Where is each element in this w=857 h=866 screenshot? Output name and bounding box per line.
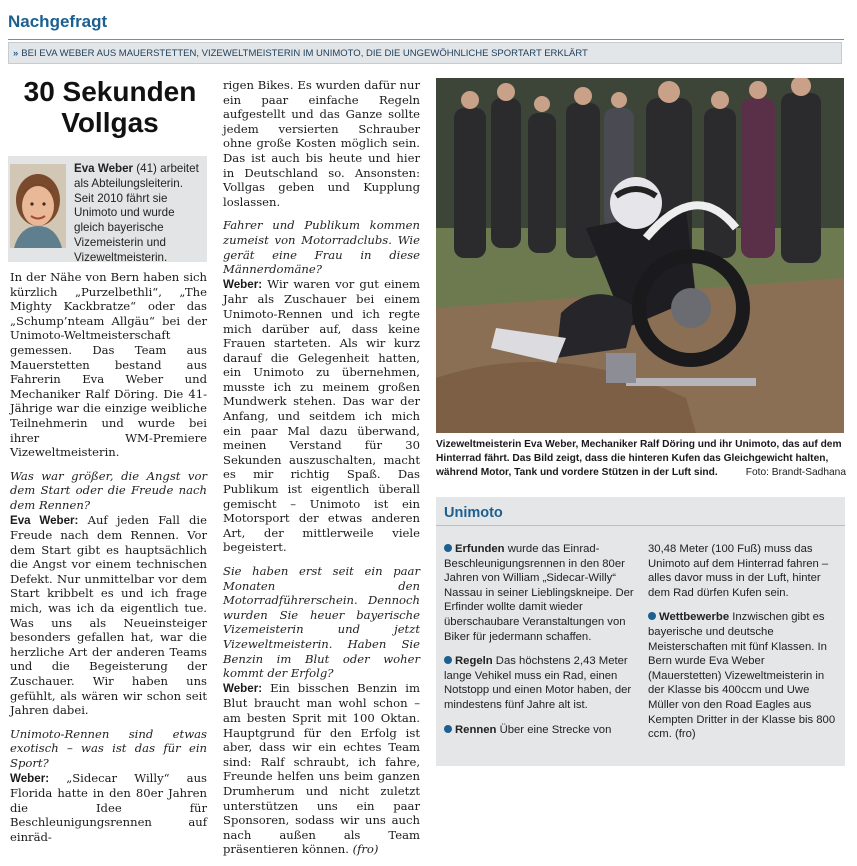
answer-text: Ein bisschen Benzin im Blut braucht man wohl schon – am besten Sprit mit 100 Oktan. Hauptgrund für den Erfolg ist aber, dass wir ein echtes Team sind: Ralf schraubt, ich fahre, Freunde helfen uns beim ganzen Drumherum und nicht zuletzt unterstützen uns ein paar Sponsoren, sodass wir uns auch nach außen als Team präsentieren können. (223, 680, 420, 857)
article-column-2 (223, 78, 420, 866)
headline: 30 Sekunden Vollgas (23, 76, 197, 138)
answer-text: Wir waren vor gut einem Jahr als Zuschauer bei einem Unimoto-Rennen und ich regte mich darüber auf, dass keine Frauen starteten. Als wir kurz darauf die Gelegenheit hatten, ein Unimoto zu übernehmen, musste ich zu meinem großen Mundwerk stehen. Das war der Anfang, und seitdem ich mich ein paar Mal dazu überwand, meinen Verstand für 30 Sekunden auszuschalten, macht es mir richtig Spaß. Das Publikum ist eigentlich überall gemischt – Unimoto ist ein Motorsport der etwas anderen Art, der mittlerweile viele begeistert. (223, 276, 420, 555)
info-text: Das höchstens 2,43 Meter lange Vehikel muss ein Rad, einen Notstopp und einen Motor haben, der mindestens fünf Jahre alt ist. (444, 655, 632, 711)
question: Fahrer und Publikum kommen zumeist von Motorradclubs. Wie gerät eine Frau in diese Männerdomäne? (223, 218, 420, 277)
info-text: Inzwischen gibt es bayerische und deutsche Meisterschaften mit fünf Klassen. In Bern wurde Eva Weber (Mauerstetten) Vizeweltmeisterin in der Klasse bis 400ccm und Uwe Müller von den Road Eagles aus Kempten Dritter in der Klasse bis 800 ccm. (fro) (648, 611, 836, 741)
info-box-title: Unimoto (436, 500, 845, 526)
answer (10, 771, 207, 845)
info-item (444, 654, 639, 712)
info-item (444, 723, 639, 738)
answer (223, 277, 420, 555)
bullet-icon (444, 725, 452, 733)
kicker-banner (8, 42, 842, 64)
speaker-label: Weber: (223, 277, 263, 291)
info-item (648, 610, 838, 741)
bullet-icon (648, 612, 656, 620)
question: Was war größer, die Angst vor dem Start oder die Freude nach dem Rennen? (10, 468, 207, 512)
profile-description: (41) arbeitet als Abteilungsleiterin. Seit 2010 fährt sie Unimoto und wurde gleich bayerische Vizemeisterin und Vizeweltmeisterin. (74, 162, 199, 264)
bullet-icon (444, 656, 452, 664)
photo-credit: Foto: Brandt-Sadhana (745, 467, 846, 478)
answer-text: Auf jeden Fall die Freude nach dem Rennen. Vor dem Start gibt es hauptsächlich die Angst vor einem technischen Defekt. Nur unmittelbar vor dem Start kribbelt es und ich frage mich, was ich da eigentlich tue. Was uns als Neueinsteiger besonders gefallen hat, war die herzliche Art der anderen Teams und die Begeisterung der Zuschauer. Wir haben uns gefühlt, als wären wir schon seit Jahren dabei. (10, 512, 207, 718)
info-text: wurde das Einrad-Beschleunigungsrennen in den 80er Jahren von William „Sidecar-Willy“ Nassau in seiner Lieblingskneipe. Der Erfinder wollte damit wieder überschaubare Veranstaltungen von Biker für jedermann schaffen. (444, 543, 634, 643)
article-column-1 (10, 270, 207, 854)
profile-name: Eva Weber (74, 162, 134, 175)
continued-paragraph: rigen Bikes. Es wurden dafür nur ein paar einfache Regeln aufgestellt und das Ganze sollte jedem versierten Schrauber ohne große Kosten möglich sein. Das ist auch bis heute und hier in Deutschland so. Ansonsten: Vollgas geben und Kupplung loslassen. (223, 78, 420, 209)
arrow-icon: » (13, 48, 19, 59)
info-column-1 (444, 542, 639, 747)
info-item (444, 542, 639, 644)
question: Sie haben erst seit ein paar Monaten den Motorradführerschein. Dennoch wurden Sie heuer bayerische Vizemeisterin und jetzt Vizeweltmeisterin. Haben Sie Benzin im Blut oder woher kommt der Erfolg? (223, 564, 420, 681)
info-key: Rennen (455, 723, 497, 736)
bullet-icon (444, 544, 452, 552)
info-key: Regeln (455, 655, 493, 668)
question: Unimoto-Rennen sind etwas exotisch – was ist das für ein Sport? (10, 726, 207, 770)
speaker-label: Weber: (10, 771, 50, 785)
unimoto-photo (436, 78, 844, 433)
info-key: Erfunden (455, 543, 505, 555)
caption-text: Vizeweltmeisterin Eva Weber, Mechaniker Ralf Döring und ihr Unimoto, das auf dem Hinterrad fährt. Das Bild zeigt, dass die hinteren Kufen das Gleichgewicht halten, während Motor, Tank und vordere Stützen in der Luft sind. (436, 439, 842, 478)
speaker-label: Weber: (223, 681, 263, 695)
author-sign: (fro) (348, 842, 379, 857)
speaker-label: Eva Weber: (10, 513, 79, 527)
divider (8, 39, 844, 40)
kicker-text: BEI EVA WEBER AUS MAUERSTETTEN, VIZEWELTMEISTERIN IM UNIMOTO, DIE DIE UNGEWÖHNLICHE SPORTART ERKLÄRT (21, 48, 588, 59)
info-continued: 30,48 Meter (100 Fuß) muss das Unimoto auf dem Hinterrad fahren – alles davor muss in der Luft, hinter dem Rad dürfen Kufen sein. (648, 543, 829, 599)
answer (223, 681, 420, 857)
info-text: Über eine Strecke von (496, 723, 612, 736)
profile-text (74, 162, 202, 266)
photo-caption (436, 438, 846, 480)
info-column-2 (648, 542, 838, 752)
portrait-image (10, 164, 66, 248)
info-key: Wettbewerbe (659, 611, 730, 624)
answer-text: „Sidecar Willy“ aus Florida hatte in den 80er Jahren die Idee für Beschleunigungsrennen auf einräd- (10, 770, 207, 844)
section-title: Nachgefragt (8, 12, 108, 31)
answer (10, 513, 207, 718)
intro-paragraph: In der Nähe von Bern haben sich kürzlich „Purzelbethli“, „The Mighty Kackbratze“ oder das „Schump’nteam Allgäu“ bei der Unimoto-Weltmeisterschaft gemessen. Das Team aus Mauerstetten bestand aus Fahrerin Eva Weber und Mechaniker Ralf Döring. Die 41-Jährige war die einzige weibliche Teilnehmerin und wurde bei ihrer WM-Premiere Vizeweltmeisterin. (10, 270, 207, 460)
